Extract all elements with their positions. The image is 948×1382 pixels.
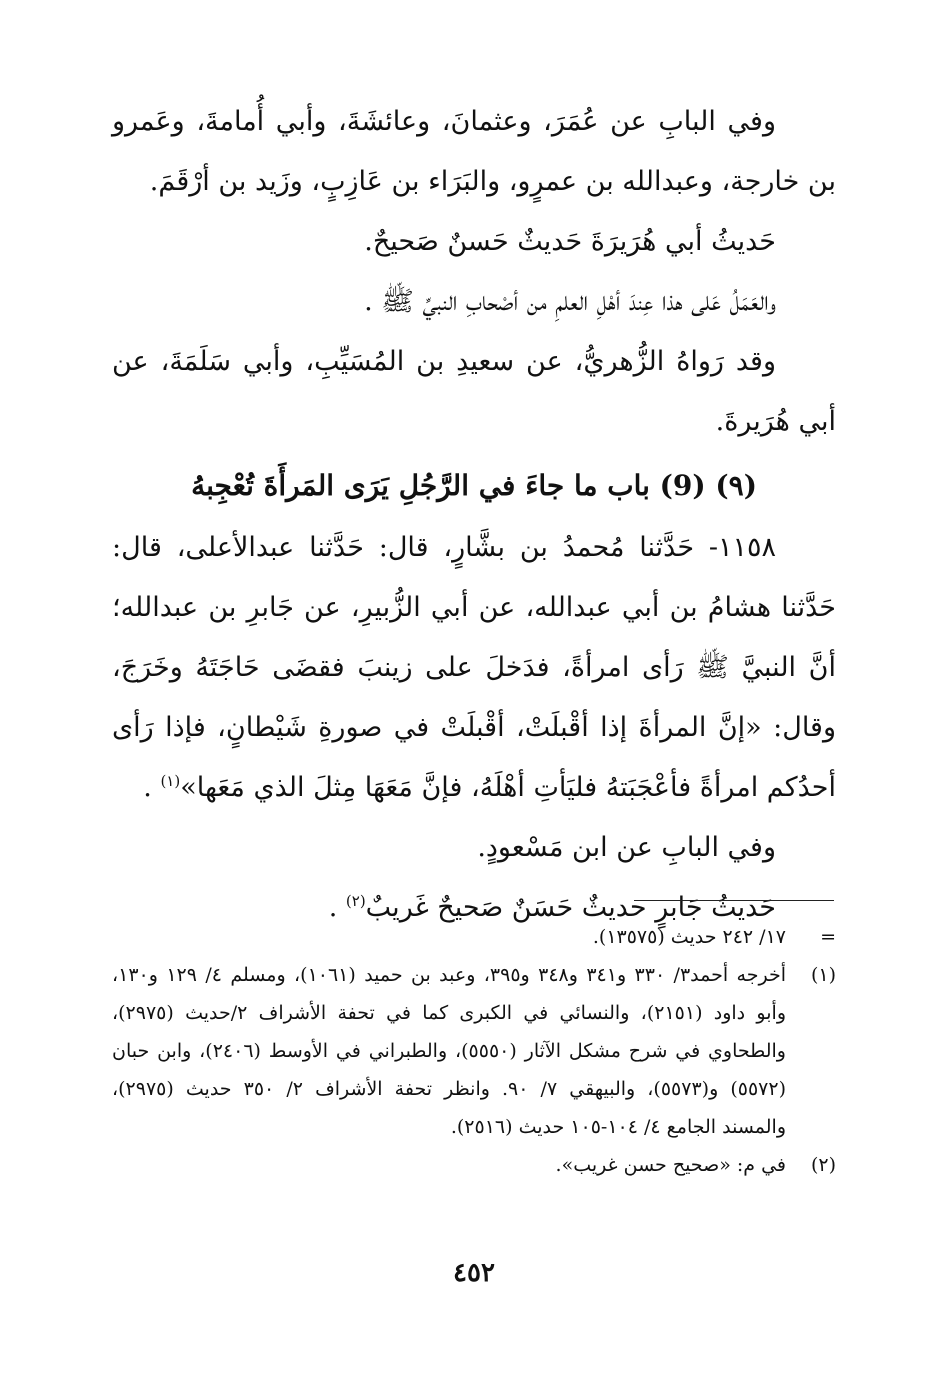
paragraph-hadith-grade: حَديثُ أبي هُرَيرَةَ حَديثٌ حَسنٌ صَحيحٌ.: [364, 226, 776, 257]
paragraph-ibn-masud: وفي البابِ عن ابن مَسْعودٍ.: [477, 832, 776, 863]
footnote-divider: [634, 900, 834, 901]
chapter-title: (٩) (9) باب ما جاءَ في الرَّجُلِ يَرَى المَرأَةَ تُعْجِبهُ: [191, 469, 757, 502]
footnote-text: في م: «صحيح حسن غريب».: [555, 1154, 786, 1176]
paragraph-zuhri-narration: وقد رَواهُ الزُّهريُّ، عن سعيدِ بن المُسَيِّبِ، وأبي سَلَمَةَ، عن أبي هُرَيرةَ.: [112, 346, 836, 437]
footnote-ref-1: (١): [160, 772, 181, 790]
footnote-mark: (٢): [810, 1154, 836, 1176]
footnote-1: [112, 956, 836, 1146]
page-number: ٤٥٢: [453, 1258, 495, 1288]
jabir-grade-end: .: [328, 892, 346, 923]
paragraph-scholars-practice: والعَمَلُ عَلى هذا عِندَ أهْلِ العلمِ من أصْحابِ النبيِّ ﷺ .: [364, 286, 776, 317]
hadith-body: ١١٥٨- حَدَّثنا مُحمدُ بن بشَّارٍ، قال: حَدَّثنا عبدالأعلى، قال: حَدَّثنا هشامُ بن أبي عبدالله، عن أبي الزُّبيرِ، عن جَابرِ بن عبدالله؛ أنَّ النبيَّ ﷺ رَأى امرأةً، فدَخلَ على زينبَ فقضَى حَاجَتَهُ وخَرَجَ، وقال: «إنَّ المرأةَ إذا أقْبلَتْ، أقْبلَتْ في صورةِ شَيْطانٍ، فإذا رَأى أحدُكم امرأةً فأعْجَبَتهُ فليَأتِ أهْلَهُ، فإنَّ مَعَهَا مِثلَ الذي مَعَها»: [112, 532, 836, 803]
page-body: [112, 92, 836, 938]
footnote-ref-2: (٢): [345, 892, 366, 910]
footnote-2: [112, 1146, 836, 1184]
footnote-continuation: [112, 918, 836, 956]
footnote-text: ١٧/ ٢٤٢ حديث (١٣٥٧٥).: [592, 926, 786, 948]
jabir-grade-text: حَديثُ جَابرٍ حديثٌ حَسَنٌ صَحيحٌ غَريبٌ: [365, 892, 776, 923]
footnote-text: أخرجه أحمد٣/ ٣٣٠ و٣٤١ و٣٤٨ و٣٩٥، وعبد بن حميد (١٠٦١)، ومسلم ٤/ ١٢٩ و١٣٠، وأبو داود (٢١٥١)، والنسائي في الكبرى كما في تحفة الأشراف ٢/حديث (٢٩٧٥)، والطحاوي في شرح مشكل الآثار (٥٥٥٠)، والطبراني في الأوسط (٢٤٠٦)، وابن حبان (٥٥٧٢) و(٥٥٧٣)، والبيهقي ٧/ ٩٠. وانظر تحفة الأشراف ٢/ ٣٥٠ حديث (٢٩٧٥)، والمسند الجامع ٤/ ١٠٤-١٠٥ حديث (٢٥١٦).: [112, 964, 786, 1138]
footnotes: [112, 918, 836, 1184]
footnote-mark: =: [820, 926, 836, 948]
paragraph-bab-others: وفي البابِ عن عُمَرَ، وعثمانَ، وعائشَةَ، وأبي أُمامةَ، وعَمرو بن خارجة، وعبدالله بن عمرٍو، والبَرَاء بن عَازِبٍ، وزَيد بن أرْقَمَ.: [112, 106, 836, 197]
footnote-mark: (١): [810, 964, 836, 986]
main-text: [112, 92, 836, 938]
hadith-end: .: [143, 772, 161, 803]
hadith-text: [112, 518, 836, 818]
